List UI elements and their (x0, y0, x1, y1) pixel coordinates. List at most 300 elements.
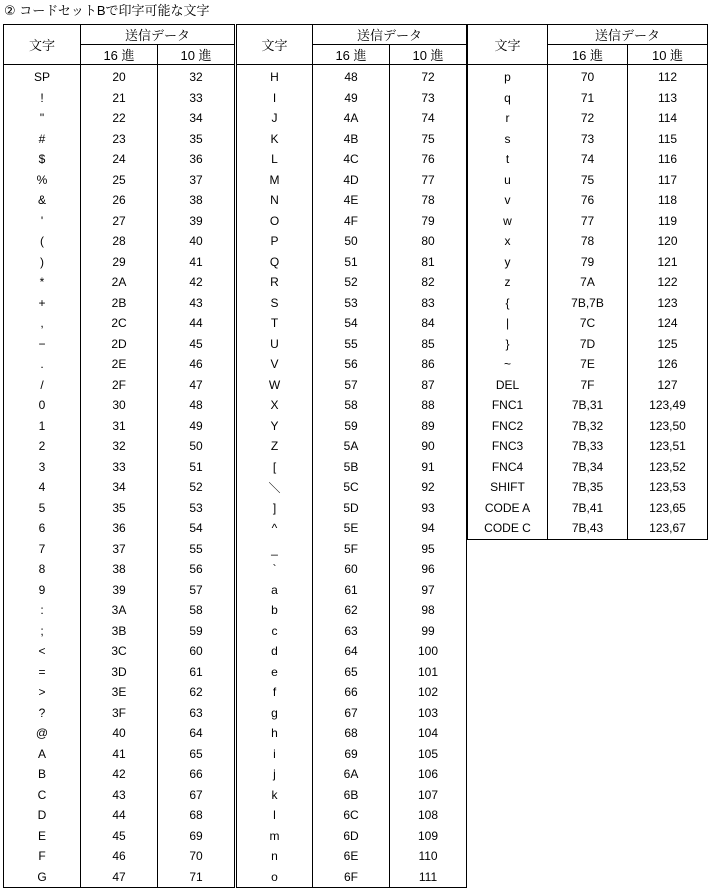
table-row (4, 313, 235, 334)
table-row (237, 211, 467, 232)
char-cell: G (4, 867, 81, 888)
char-cell: FNC1 (468, 395, 548, 416)
table-row (468, 334, 708, 355)
hex-cell: 4E (313, 190, 390, 211)
dec-cell: 53 (158, 498, 235, 519)
hex-cell: 61 (313, 580, 390, 601)
header-hex: 16 進 (548, 45, 628, 65)
dec-cell: 119 (628, 211, 708, 232)
table-row (4, 723, 235, 744)
char-cell: , (4, 313, 81, 334)
char-cell: DEL (468, 375, 548, 396)
table-row (4, 170, 235, 191)
hex-cell: 72 (548, 108, 628, 129)
char-cell: m (237, 826, 313, 847)
table-row (237, 846, 467, 867)
table-row (237, 313, 467, 334)
dec-cell: 112 (628, 65, 708, 88)
header-char: 文字 (468, 25, 548, 65)
char-cell: e (237, 662, 313, 683)
table-row (4, 559, 235, 580)
table-row (4, 436, 235, 457)
char-cell: u (468, 170, 548, 191)
table-row (237, 723, 467, 744)
table-row (4, 826, 235, 847)
hex-cell: 3D (81, 662, 158, 683)
dec-cell: 48 (158, 395, 235, 416)
char-cell: { (468, 293, 548, 314)
table-row (4, 518, 235, 539)
table-row (4, 477, 235, 498)
char-cell: n (237, 846, 313, 867)
char-cell: y (468, 252, 548, 273)
dec-cell: 60 (158, 641, 235, 662)
char-cell: ＼ (237, 477, 313, 498)
dec-cell: 104 (390, 723, 467, 744)
table-row (4, 498, 235, 519)
table-row (4, 662, 235, 683)
table-row (237, 170, 467, 191)
char-cell: M (237, 170, 313, 191)
hex-cell: 23 (81, 129, 158, 150)
dec-cell: 100 (390, 641, 467, 662)
table-row (4, 846, 235, 867)
char-cell: ; (4, 621, 81, 642)
dec-cell: 88 (390, 395, 467, 416)
dec-cell: 92 (390, 477, 467, 498)
hex-cell: 79 (548, 252, 628, 273)
dec-cell: 89 (390, 416, 467, 437)
hex-cell: 7E (548, 354, 628, 375)
hex-cell: 22 (81, 108, 158, 129)
char-cell: 7 (4, 539, 81, 560)
hex-cell: 7B,33 (548, 436, 628, 457)
dec-cell: 74 (390, 108, 467, 129)
hex-cell: 69 (313, 744, 390, 765)
hex-cell: 7B,41 (548, 498, 628, 519)
header-char: 文字 (237, 25, 313, 65)
char-cell: L (237, 149, 313, 170)
dec-cell: 121 (628, 252, 708, 273)
table-row (4, 703, 235, 724)
dec-cell: 127 (628, 375, 708, 396)
char-cell: SHIFT (468, 477, 548, 498)
dec-cell: 123,67 (628, 518, 708, 539)
hex-cell: 43 (81, 785, 158, 806)
dec-cell: 115 (628, 129, 708, 150)
hex-cell: 3A (81, 600, 158, 621)
hex-cell: 77 (548, 211, 628, 232)
char-cell: i (237, 744, 313, 765)
dec-cell: 113 (628, 88, 708, 109)
table-row (237, 498, 467, 519)
hex-cell: 7A (548, 272, 628, 293)
table-row (468, 416, 708, 437)
table-row (237, 785, 467, 806)
char-cell: F (4, 846, 81, 867)
dec-cell: 45 (158, 334, 235, 355)
table-row (4, 149, 235, 170)
table-row (237, 129, 467, 150)
dec-cell: 70 (158, 846, 235, 867)
char-cell: 0 (4, 395, 81, 416)
table-row (237, 88, 467, 109)
char-cell: " (4, 108, 81, 129)
dec-cell: 96 (390, 559, 467, 580)
hex-cell: 31 (81, 416, 158, 437)
table-row (237, 293, 467, 314)
hex-cell: 58 (313, 395, 390, 416)
hex-cell: 26 (81, 190, 158, 211)
dec-cell: 55 (158, 539, 235, 560)
hex-cell: 75 (548, 170, 628, 191)
hex-cell: 67 (313, 703, 390, 724)
dec-cell: 37 (158, 170, 235, 191)
hex-cell: 7B,7B (548, 293, 628, 314)
dec-cell: 102 (390, 682, 467, 703)
char-cell: | (468, 313, 548, 334)
table-row (237, 805, 467, 826)
hex-cell: 74 (548, 149, 628, 170)
dec-cell: 124 (628, 313, 708, 334)
hex-cell: 2B (81, 293, 158, 314)
table-row (237, 518, 467, 539)
header-hex: 16 進 (81, 45, 158, 65)
table-row (4, 416, 235, 437)
hex-cell: 62 (313, 600, 390, 621)
char-cell: . (4, 354, 81, 375)
hex-cell: 73 (548, 129, 628, 150)
char-cell: 8 (4, 559, 81, 580)
char-cell: S (237, 293, 313, 314)
hex-cell: 6B (313, 785, 390, 806)
hex-cell: 5C (313, 477, 390, 498)
hex-cell: 6A (313, 764, 390, 785)
table-row (237, 416, 467, 437)
char-cell: 1 (4, 416, 81, 437)
dec-cell: 42 (158, 272, 235, 293)
hex-cell: 36 (81, 518, 158, 539)
hex-cell: 21 (81, 88, 158, 109)
hex-cell: 40 (81, 723, 158, 744)
dec-cell: 111 (390, 867, 467, 888)
header-char: 文字 (4, 25, 81, 65)
hex-cell: 37 (81, 539, 158, 560)
dec-cell: 72 (390, 65, 467, 88)
char-cell: 4 (4, 477, 81, 498)
char-cell: E (4, 826, 81, 847)
char-cell: * (4, 272, 81, 293)
char-cell: C (4, 785, 81, 806)
hex-cell: 4A (313, 108, 390, 129)
table-row (468, 477, 708, 498)
dec-cell: 67 (158, 785, 235, 806)
hex-cell: 54 (313, 313, 390, 334)
hex-cell: 7D (548, 334, 628, 355)
dec-cell: 63 (158, 703, 235, 724)
table-row (4, 231, 235, 252)
char-cell: @ (4, 723, 81, 744)
table-row (237, 252, 467, 273)
char-cell: b (237, 600, 313, 621)
dec-cell: 71 (158, 867, 235, 888)
char-cell: 6 (4, 518, 81, 539)
dec-cell: 103 (390, 703, 467, 724)
hex-cell: 7F (548, 375, 628, 396)
header-dec: 10 進 (628, 45, 708, 65)
hex-cell: 64 (313, 641, 390, 662)
hex-cell: 33 (81, 457, 158, 478)
hex-cell: 56 (313, 354, 390, 375)
char-cell: ! (4, 88, 81, 109)
char-cell: T (237, 313, 313, 334)
table-row (237, 559, 467, 580)
dec-cell: 123,50 (628, 416, 708, 437)
table-row (468, 108, 708, 129)
table-row (237, 764, 467, 785)
char-cell: 9 (4, 580, 81, 601)
dec-cell: 34 (158, 108, 235, 129)
hex-cell: 51 (313, 252, 390, 273)
dec-cell: 116 (628, 149, 708, 170)
dec-cell: 82 (390, 272, 467, 293)
table-row (468, 272, 708, 293)
table-row (237, 108, 467, 129)
char-cell: v (468, 190, 548, 211)
char-cell: o (237, 867, 313, 888)
hex-cell: 4D (313, 170, 390, 191)
char-cell: / (4, 375, 81, 396)
hex-cell: 50 (313, 231, 390, 252)
dec-cell: 123,53 (628, 477, 708, 498)
dec-cell: 61 (158, 662, 235, 683)
char-cell: B (4, 764, 81, 785)
table-row (4, 867, 235, 888)
char-cell: ) (4, 252, 81, 273)
char-cell: s (468, 129, 548, 150)
dec-cell: 97 (390, 580, 467, 601)
dec-cell: 98 (390, 600, 467, 621)
dec-cell: 32 (158, 65, 235, 88)
hex-cell: 78 (548, 231, 628, 252)
dec-cell: 43 (158, 293, 235, 314)
hex-cell: 5D (313, 498, 390, 519)
char-cell: X (237, 395, 313, 416)
table-row (4, 457, 235, 478)
char-cell: ' (4, 211, 81, 232)
hex-cell: 59 (313, 416, 390, 437)
dec-cell: 107 (390, 785, 467, 806)
char-cell: = (4, 662, 81, 683)
dec-cell: 76 (390, 149, 467, 170)
dec-cell: 65 (158, 744, 235, 765)
hex-cell: 7B,31 (548, 395, 628, 416)
hex-cell: 7B,43 (548, 518, 628, 539)
char-cell: J (237, 108, 313, 129)
dec-cell: 123,52 (628, 457, 708, 478)
char-cell: z (468, 272, 548, 293)
dec-cell: 90 (390, 436, 467, 457)
hex-cell: 5F (313, 539, 390, 560)
dec-cell: 94 (390, 518, 467, 539)
dec-cell: 68 (158, 805, 235, 826)
char-cell: Z (237, 436, 313, 457)
hex-cell: 44 (81, 805, 158, 826)
hex-cell: 2D (81, 334, 158, 355)
table-row (468, 293, 708, 314)
table-row (237, 539, 467, 560)
table-row (4, 190, 235, 211)
table-row (468, 149, 708, 170)
table-row (468, 231, 708, 252)
char-cell: l (237, 805, 313, 826)
char-cell: A (4, 744, 81, 765)
table-row (237, 641, 467, 662)
header-dec: 10 進 (390, 45, 467, 65)
dec-cell: 39 (158, 211, 235, 232)
header-hex: 16 進 (313, 45, 390, 65)
char-cell: Y (237, 416, 313, 437)
dec-cell: 50 (158, 436, 235, 457)
dec-cell: 33 (158, 88, 235, 109)
char-cell: ^ (237, 518, 313, 539)
table-row (4, 334, 235, 355)
hex-cell: 49 (313, 88, 390, 109)
dec-cell: 81 (390, 252, 467, 273)
table-row (237, 436, 467, 457)
char-cell: 2 (4, 436, 81, 457)
dec-cell: 125 (628, 334, 708, 355)
dec-cell: 95 (390, 539, 467, 560)
hex-cell: 2A (81, 272, 158, 293)
dec-cell: 110 (390, 846, 467, 867)
table-row (468, 354, 708, 375)
table-row (468, 313, 708, 334)
table-row (468, 129, 708, 150)
table-row (237, 457, 467, 478)
code-table-3 (467, 24, 708, 540)
hex-cell: 48 (313, 65, 390, 88)
dec-cell: 44 (158, 313, 235, 334)
table-row (468, 395, 708, 416)
hex-cell: 55 (313, 334, 390, 355)
dec-cell: 35 (158, 129, 235, 150)
table-row (4, 764, 235, 785)
hex-cell: 5A (313, 436, 390, 457)
char-cell: d (237, 641, 313, 662)
dec-cell: 87 (390, 375, 467, 396)
dec-cell: 126 (628, 354, 708, 375)
char-cell: 3 (4, 457, 81, 478)
char-cell: − (4, 334, 81, 355)
char-cell: K (237, 129, 313, 150)
hex-cell: 60 (313, 559, 390, 580)
table-row (237, 354, 467, 375)
hex-cell: 25 (81, 170, 158, 191)
char-cell: f (237, 682, 313, 703)
dec-cell: 66 (158, 764, 235, 785)
char-cell: > (4, 682, 81, 703)
table-row (4, 641, 235, 662)
hex-cell: 68 (313, 723, 390, 744)
table-row (468, 65, 708, 88)
hex-cell: 2E (81, 354, 158, 375)
dec-cell: 123,49 (628, 395, 708, 416)
table-row (468, 211, 708, 232)
table-row (4, 395, 235, 416)
page-title: ② コードセットBで印字可能な文字 (4, 3, 210, 18)
hex-cell: 6D (313, 826, 390, 847)
dec-cell: 40 (158, 231, 235, 252)
header-send-data: 送信データ (81, 25, 235, 45)
table-row (468, 518, 708, 539)
dec-cell: 54 (158, 518, 235, 539)
char-cell: ~ (468, 354, 548, 375)
hex-cell: 57 (313, 375, 390, 396)
table-row (468, 190, 708, 211)
char-cell: 5 (4, 498, 81, 519)
header-dec: 10 進 (158, 45, 235, 65)
char-cell: Q (237, 252, 313, 273)
hex-cell: 28 (81, 231, 158, 252)
dec-cell: 36 (158, 149, 235, 170)
char-cell: p (468, 65, 548, 88)
dec-cell: 117 (628, 170, 708, 191)
hex-cell: 35 (81, 498, 158, 519)
hex-cell: 41 (81, 744, 158, 765)
char-cell: ] (237, 498, 313, 519)
table-row (4, 600, 235, 621)
table-row (237, 826, 467, 847)
hex-cell: 7B,32 (548, 416, 628, 437)
char-cell: } (468, 334, 548, 355)
code-table-1 (3, 24, 235, 888)
hex-cell: 4C (313, 149, 390, 170)
hex-cell: 65 (313, 662, 390, 683)
char-cell: W (237, 375, 313, 396)
dec-cell: 91 (390, 457, 467, 478)
char-cell: q (468, 88, 548, 109)
char-cell: CODE A (468, 498, 548, 519)
char-cell: _ (237, 539, 313, 560)
char-cell: P (237, 231, 313, 252)
table-row (237, 703, 467, 724)
table-row (237, 395, 467, 416)
dec-cell: 79 (390, 211, 467, 232)
hex-cell: 5E (313, 518, 390, 539)
table-row (4, 375, 235, 396)
table-row (4, 744, 235, 765)
hex-cell: 70 (548, 65, 628, 88)
hex-cell: 66 (313, 682, 390, 703)
hex-cell: 39 (81, 580, 158, 601)
dec-cell: 38 (158, 190, 235, 211)
hex-cell: 7B,35 (548, 477, 628, 498)
table-row (237, 272, 467, 293)
dec-cell: 73 (390, 88, 467, 109)
table-row (4, 293, 235, 314)
dec-cell: 84 (390, 313, 467, 334)
dec-cell: 57 (158, 580, 235, 601)
char-cell: O (237, 211, 313, 232)
hex-cell: 45 (81, 826, 158, 847)
dec-cell: 58 (158, 600, 235, 621)
hex-cell: 20 (81, 65, 158, 88)
char-cell: ? (4, 703, 81, 724)
table-row (468, 88, 708, 109)
char-cell: c (237, 621, 313, 642)
table-row (4, 785, 235, 806)
